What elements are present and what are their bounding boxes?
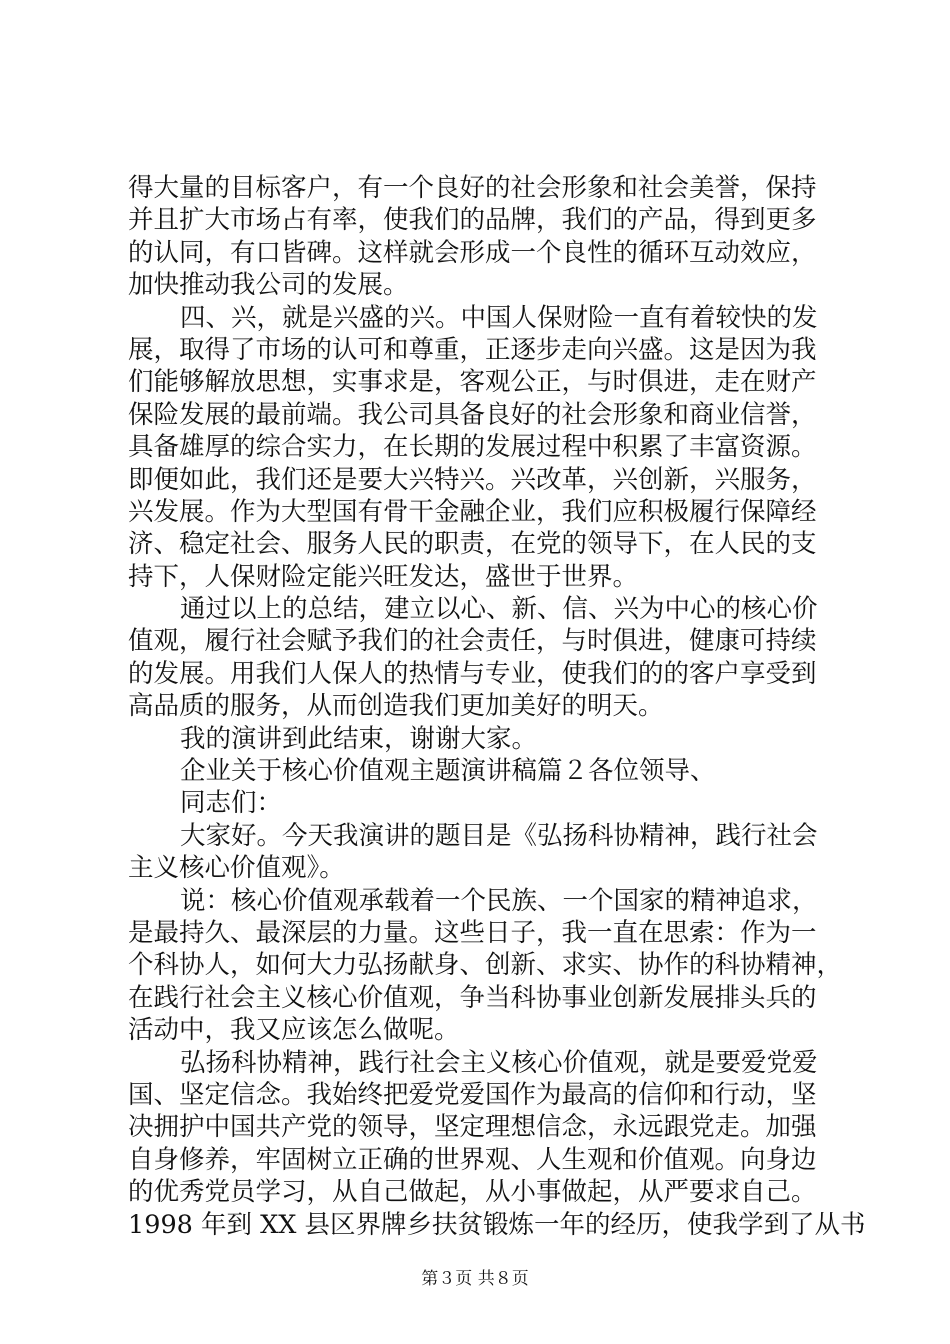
text-line: 保险发展的最前端。我公司具备良好的社会形象和商业信誉， — [128, 399, 817, 430]
text-line: 自身修养，牢固树立正确的世界观、人生观和价值观。向身边 — [128, 1144, 817, 1175]
text-line: 活动中，我又应该怎么做呢。 — [128, 1015, 460, 1046]
text-line: 我的演讲到此结束，谢谢大家。 — [180, 723, 538, 754]
text-line: 四、兴，就是兴盛的兴。中国人保财险一直有着较快的发 — [180, 302, 818, 333]
text-line: 得大量的目标客户，有一个良好的社会形象和社会美誉，保持 — [128, 173, 817, 203]
text-line: 展，取得了市场的认可和尊重，正逐步走向兴盛。这是因为我 — [128, 334, 817, 365]
text-line: 企业关于核心价值观主题演讲稿篇２各位领导、 — [180, 756, 716, 787]
text-line: 弘扬科协精神，践行社会主义核心价值观，就是要爱党爱 — [180, 1047, 818, 1078]
text-line: 高品质的服务，从而创造我们更加美好的明天。 — [128, 691, 664, 722]
text-line: 的发展。用我们人保人的热情与专业，使我们的的客户享受到 — [128, 658, 817, 689]
text-line: 即便如此，我们还是要大兴特兴。兴改革，兴创新，兴服务， — [128, 464, 817, 495]
text-line: 国、坚定信念。我始终把爱党爱国作为最高的信仰和行动，坚 — [128, 1079, 817, 1110]
text-line: 具备雄厚的综合实力，在长期的发展过程中积累了丰富资源。 — [128, 432, 817, 463]
text-line: 个科协人，如何大力弘扬献身、创新、求实、协作的科协精神， — [128, 950, 843, 981]
page-footer — [0, 1268, 950, 1290]
text-line: 的优秀党员学习，从自己做起，从小事做起，从严要求自己。 — [128, 1177, 817, 1208]
text-line: 并且扩大市场占有率，使我们的品牌，我们的产品，得到更多 — [128, 205, 817, 236]
text-line: 说：核心价值观承载着一个民族、一个国家的精神追求， — [180, 885, 818, 916]
text-line: 通过以上的总结，建立以心、新、信、兴为中心的核心价 — [180, 594, 818, 625]
text-line: 济、稳定社会、服务人民的职责，在党的领导下，在人民的支 — [128, 529, 817, 560]
text-line: 大家好。今天我演讲的题目是《弘扬科协精神，践行社会 — [180, 820, 818, 851]
text-line: 持下，人保财险定能兴旺发达，盛世于世界。 — [128, 561, 639, 592]
text-line: 1998 年到 XX 县区界牌乡扶贫锻炼一年的经历，使我学到了从书 — [128, 1209, 866, 1240]
text-line: 决拥护中国共产党的领导，坚定理想信念，永远跟党走。加强 — [128, 1112, 817, 1143]
text-line: 的认同，有口皆碑。这样就会形成一个良性的循环互动效应， — [128, 237, 817, 268]
text-line: 兴发展。作为大型国有骨干金融企业，我们应积极履行保障经 — [128, 496, 817, 527]
text-line: 们能够解放思想，实事求是，客观公正，与时俱进，走在财产 — [128, 367, 817, 398]
text-line: 在践行社会主义核心价值观，争当科协事业创新发展排头兵的 — [128, 982, 817, 1013]
text-line: 同志们： — [180, 788, 283, 819]
text-line: 是最持久、最深层的力量。这些日子，我一直在思索：作为一 — [128, 917, 817, 948]
page-number: 第３页 共８页 — [421, 1269, 529, 1289]
text-line: 加快推动我公司的发展。 — [128, 270, 409, 301]
document-body — [128, 172, 866, 1241]
text-line: 主义核心价值观》。 — [128, 853, 345, 884]
text-line: 值观，履行社会赋予我们的社会责任，与时俱进，健康可持续 — [128, 626, 817, 657]
